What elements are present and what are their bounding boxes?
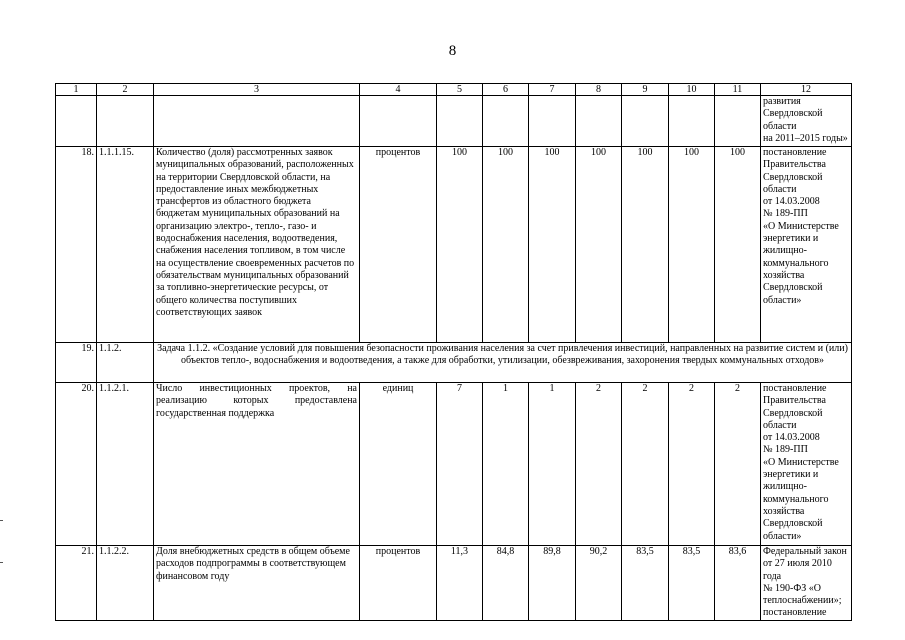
value-cell: 100 xyxy=(669,147,715,343)
value-cell: 100 xyxy=(483,147,529,343)
indicator-name: Число инвестиционных проектов, на реализацию которых предоставлена государственная поддержка xyxy=(154,383,360,546)
value-cell: 83,5 xyxy=(622,546,669,621)
task-description: Задача 1.1.2. «Создание условий для повышения безопасности проживания населения за счет привлечения инвестиций, направленных на развитие систем и (или) объектов тепло-, водоснабжения и водоотведения, а также для обработки, утилизации, обезвреживания, захоронения твердых коммунальных отходов» xyxy=(154,343,852,383)
value-cell: 100 xyxy=(622,147,669,343)
value-cell: 7 xyxy=(437,383,483,546)
value-cell: 1 xyxy=(529,383,576,546)
table-header-row xyxy=(56,84,852,96)
value-cell: 2 xyxy=(576,383,622,546)
table-row xyxy=(56,383,852,546)
value-cell: 100 xyxy=(529,147,576,343)
row-number: 18. xyxy=(56,147,97,343)
indicator-code: 1.1.2.1. xyxy=(97,383,154,546)
value-cell: 2 xyxy=(622,383,669,546)
value-cell: 83,5 xyxy=(669,546,715,621)
value-cell: 11,3 xyxy=(437,546,483,621)
task-code: 1.1.2. xyxy=(97,343,154,383)
header-col: 9 xyxy=(622,84,669,96)
header-col: 11 xyxy=(715,84,761,96)
header-col: 2 xyxy=(97,84,154,96)
value-cell: 90,2 xyxy=(576,546,622,621)
row-number: 19. xyxy=(56,343,97,383)
indicators-table xyxy=(55,83,852,621)
row-number: 20. xyxy=(56,383,97,546)
value-cell: 89,8 xyxy=(529,546,576,621)
indicator-code: 1.1.1.15. xyxy=(97,147,154,343)
value-cell: 83,6 xyxy=(715,546,761,621)
value-cell: 100 xyxy=(437,147,483,343)
table-row xyxy=(56,546,852,621)
header-col: 8 xyxy=(576,84,622,96)
value-cell: 100 xyxy=(576,147,622,343)
header-col: 5 xyxy=(437,84,483,96)
table-row-continuation xyxy=(56,96,852,147)
indicator-name: Доля внебюджетных средств в общем объеме расходов подпрограммы в соответствующем финансовом году xyxy=(154,546,360,621)
legal-basis-cell: Федеральный закон от 27 июля 2010 года № 190-ФЗ «О теплоснабжении»; постановление xyxy=(761,546,852,621)
value-cell: 2 xyxy=(715,383,761,546)
task-row xyxy=(56,343,852,383)
indicator-name: Количество (доля) рассмотренных заявок муниципальных образований, расположенных на территории Свердловской области, на предоставление иных межбюджетных трансфертов из областного бюджета бюджетам муниципальных образований на организацию электро-, тепло-, газо- и водоснабжения населения, водоотведения, снабжения населения топливом, в том числе на осуществление своевременных расчетов по обязательствам муниципальных образований за топливно-энергетические ресурсы, от общего количества поступивших соответствующих заявок xyxy=(154,147,360,343)
value-cell: 2 xyxy=(669,383,715,546)
value-cell: 1 xyxy=(483,383,529,546)
indicator-code: 1.1.2.2. xyxy=(97,546,154,621)
value-cell: 84,8 xyxy=(483,546,529,621)
unit-cell: процентов xyxy=(360,147,437,343)
unit-cell: единиц xyxy=(360,383,437,546)
header-col: 1 xyxy=(56,84,97,96)
header-col: 6 xyxy=(483,84,529,96)
legal-basis-cell: постановление Правительства Свердловской области от 14.03.2008 № 189-ПП «О Министерстве энергетики и жилищно- коммунального хозяйства Свердловской области» xyxy=(761,383,852,546)
unit-cell: процентов xyxy=(360,546,437,621)
legal-basis-cell: постановление Правительства Свердловской области от 14.03.2008 № 189-ПП «О Министерстве энергетики и жилищно- коммунального хозяйства Свердловской области» xyxy=(761,147,852,343)
header-col: 4 xyxy=(360,84,437,96)
scan-edge-mark xyxy=(0,520,3,521)
table-row xyxy=(56,147,852,343)
header-col: 3 xyxy=(154,84,360,96)
header-col: 12 xyxy=(761,84,852,96)
value-cell: 100 xyxy=(715,147,761,343)
header-col: 7 xyxy=(529,84,576,96)
legal-basis-cell: развития Свердловской области на 2011–2015 годы» xyxy=(761,96,852,147)
scan-edge-mark xyxy=(0,562,3,563)
page-number: 8 xyxy=(448,43,457,59)
header-col: 10 xyxy=(669,84,715,96)
row-number: 21. xyxy=(56,546,97,621)
